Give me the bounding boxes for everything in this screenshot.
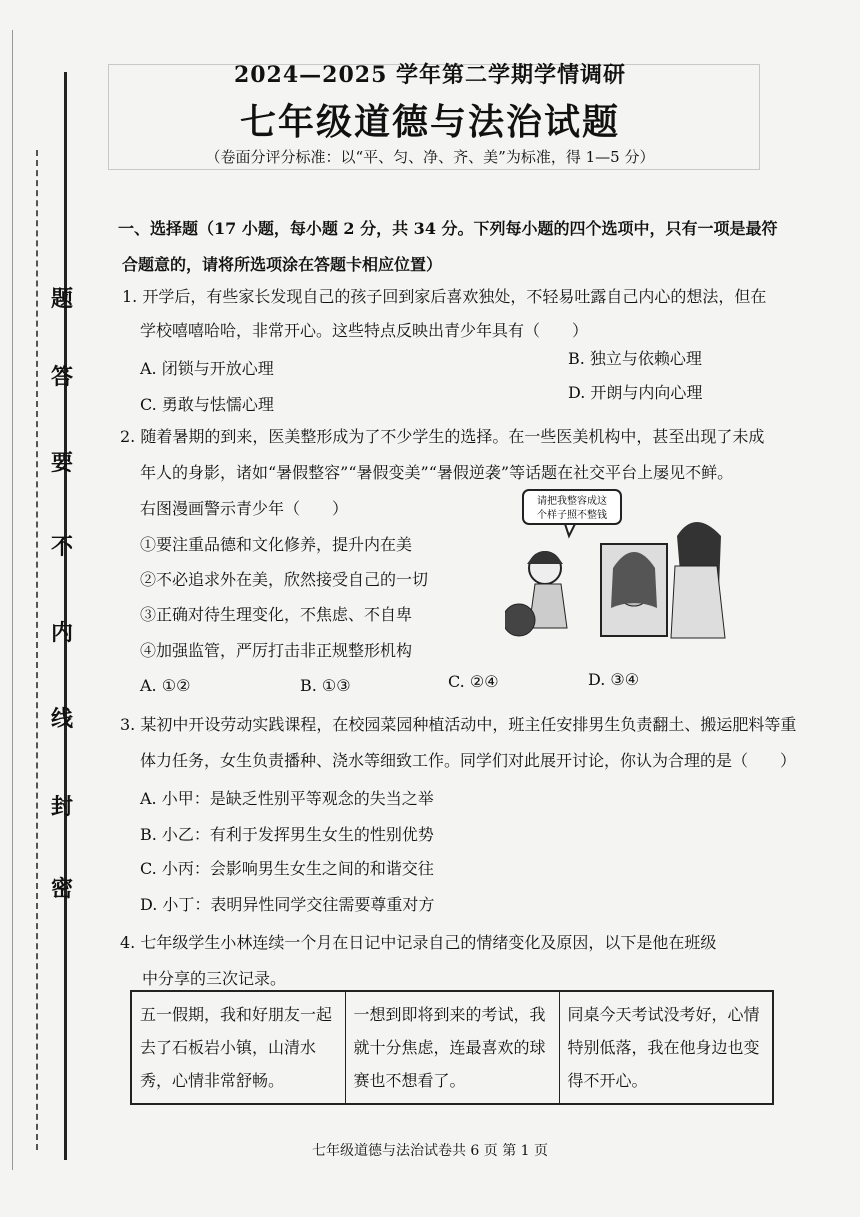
option: A. 小甲：是缺乏性别平等观念的失当之举 <box>140 789 434 808</box>
exam-year-line: 2024—2025 学年第二学期学情调研 <box>233 62 627 88</box>
diary-record: 一想到即将到来的考试，我就十分焦虑，连最喜欢的球赛也不想看了。 <box>345 991 559 1104</box>
option: A. ①② <box>140 676 191 695</box>
diary-record: 同桌今天考试没考好，心情特别低落，我在他身边也变得不开心。 <box>559 991 773 1104</box>
exam-title: 七年级道德与法治试题 <box>239 101 620 143</box>
page-footer: 七年级道德与法治试卷共 6 页 第 1 页 <box>311 1143 549 1159</box>
question-stem: 右图漫画警示青少年（ ） <box>140 499 349 518</box>
margin-char: 封 <box>50 794 73 820</box>
option: B. ①③ <box>300 676 351 695</box>
option: C. 勇敢与怯懦心理 <box>140 395 274 414</box>
section-heading: 一、选择题（17 小题，每小题 2 分，共 34 分。下列每小题的四个选项中，只有一项是最符 <box>118 219 778 238</box>
option: D. 小丁：表明异性同学交往需要尊重对方 <box>140 895 435 914</box>
section-heading: 合题意的，请将所选项涂在答题卡相应位置） <box>122 255 443 274</box>
diary-records-table <box>130 990 774 1105</box>
option: B. 独立与依赖心理 <box>568 349 702 368</box>
statement-item: ④加强监管，严厉打击非正规整形机构 <box>140 641 413 660</box>
margin-char: 答 <box>50 364 73 390</box>
option: D. 开朗与内向心理 <box>568 383 703 402</box>
cartoon-caption: 个样子照不整钱 <box>537 510 607 521</box>
cartoon-illustration <box>505 488 735 648</box>
question-stem: 体力任务，女生负责播种、浇水等细致工作。同学们对此展开讨论，你认为合理的是（ ） <box>140 751 797 770</box>
question-stem: 学校嘻嘻哈哈，非常开心。这些特点反映出青少年具有（ ） <box>140 321 589 340</box>
question-stem: 1. 开学后，有些家长发现自己的孩子回到家后喜欢独处，不轻易吐露自己内心的想法，但在 <box>122 287 767 306</box>
margin-char: 内 <box>50 620 73 646</box>
cartoon-caption: 请把我整容成这 <box>537 496 607 507</box>
statement-item: ③正确对待生理变化，不焦虑、不自卑 <box>140 605 413 624</box>
margin-char: 线 <box>50 706 73 732</box>
option: C. ②④ <box>448 672 499 691</box>
option: C. 小丙：会影响男生女生之间的和谐交往 <box>140 859 434 878</box>
question-stem: 年人的身影，诸如“暑假整容”“暑假变美”“暑假逆袭”等话题在社交平台上屡见不鲜。 <box>140 463 734 482</box>
statement-item: ①要注重品德和文化修养，提升内在美 <box>140 535 413 554</box>
margin-char: 题 <box>50 286 73 312</box>
margin-char: 要 <box>50 450 73 476</box>
question-stem: 2. 随着暑期的到来，医美整形成为了不少学生的选择。在一些医美机构中，甚至出现了未成 <box>120 427 765 446</box>
scoring-note: （卷面分评分标准：以“平、匀、净、齐、美”为标准，得 1—5 分） <box>205 148 655 166</box>
diary-record: 五一假期，我和好朋友一起去了石板岩小镇，山清水秀，心情非常舒畅。 <box>131 991 345 1104</box>
question-stem: 4. 七年级学生小林连续一个月在日记中记录自己的情绪变化及原因，以下是他在班级 <box>120 933 717 952</box>
binding-dashed-line <box>36 150 38 1150</box>
statement-item: ②不必追求外在美，欣然接受自己的一切 <box>140 570 429 589</box>
option: D. ③④ <box>588 670 640 689</box>
table-row <box>131 991 773 1104</box>
question-stem: 3. 某初中开设劳动实践课程，在校园菜园种植活动中，班主任安排男生负责翻土、搬运肥料等重 <box>120 715 797 734</box>
option: B. 小乙：有利于发挥男生女生的性别优势 <box>140 825 434 844</box>
paper-edge <box>12 30 13 1170</box>
option: A. 闭锁与开放心理 <box>140 359 274 378</box>
margin-char: 密 <box>50 876 73 902</box>
margin-char: 不 <box>50 534 73 560</box>
question-stem: 中分享的三次记录。 <box>142 969 287 988</box>
